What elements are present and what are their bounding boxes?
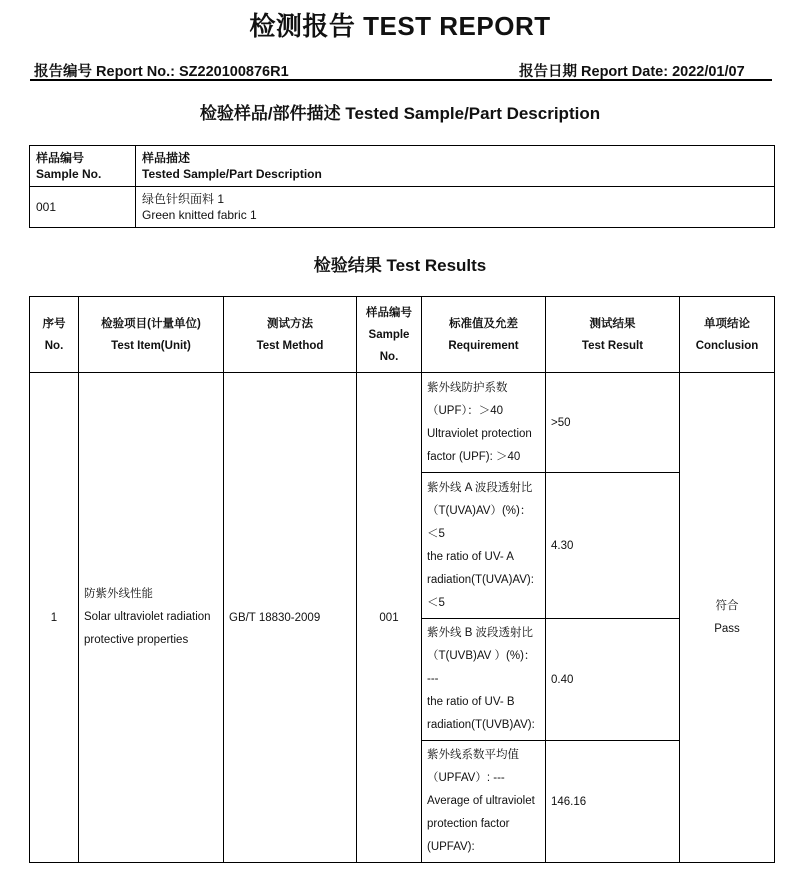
req-line: ＜5 — [427, 527, 445, 540]
sample-section-title: 检验样品/部件描述 Tested Sample/Part Description — [199, 104, 601, 123]
report-number: 报告编号 Report No.: SZ220100876R1 — [34, 64, 289, 80]
sample-header-en1: Sample — [368, 328, 410, 341]
desc-en: Green knitted fabric 1 — [142, 208, 257, 222]
results-table-header — [30, 297, 775, 373]
item-header-cn: 检验项目(计量单位) — [101, 317, 201, 330]
requirement-cell — [422, 619, 546, 741]
req-line: --- — [427, 673, 439, 685]
conclusion-en: Pass — [714, 622, 740, 635]
sample-header-en2: No. — [379, 350, 399, 363]
conclusion-header — [680, 297, 775, 373]
req-line: (UPFAV): — [427, 841, 475, 853]
report-date: 报告日期 Report Date: 2022/01/07 — [519, 64, 745, 80]
results-row — [30, 373, 775, 473]
sample-table-header — [30, 146, 775, 187]
req-line: Ultraviolet protection — [427, 427, 532, 440]
item-cn: 防紫外线性能 — [84, 588, 153, 600]
desc-header-en: Tested Sample/Part Description — [142, 167, 322, 181]
req-line: 紫外线 A 波段透射比 — [427, 481, 533, 494]
results-section-title: 检验结果 Test Results — [313, 256, 487, 275]
method-header-cn: 测试方法 — [267, 317, 313, 330]
result-cell: 0.40 — [546, 619, 680, 741]
req-line: 紫外线防护系数 — [427, 381, 508, 394]
header-divider — [30, 79, 772, 81]
requirement-cell — [422, 473, 546, 619]
method-header-en: Test Method — [256, 339, 324, 352]
item-cell — [79, 373, 224, 863]
req-line: the ratio of UV- B — [427, 696, 515, 708]
sample-header-cn: 样品编号 — [366, 306, 412, 319]
sample-table-row — [30, 187, 775, 228]
conclusion-cn: 符合 — [715, 599, 739, 612]
req-line: protection factor — [427, 818, 510, 830]
req-line: （UPF）：＞40 — [427, 404, 504, 417]
result-header — [546, 297, 680, 373]
req-line: factor (UPF): ＞40 — [427, 450, 521, 463]
desc-cn: 绿色针织面料 1 — [142, 192, 225, 206]
result-cell: >50 — [546, 373, 680, 473]
req-header-en: Requirement — [448, 339, 519, 352]
req-line: （T(UVB)AV ）(%)： — [427, 650, 536, 662]
req-line: radiation(T(UVB)AV): — [427, 719, 535, 731]
seq-header — [30, 297, 79, 373]
sample-no-header-cn: 样品编号 — [36, 151, 85, 165]
req-line: Average of ultraviolet — [427, 795, 535, 807]
item-header — [79, 297, 224, 373]
sample-table — [29, 145, 775, 228]
method-cell: GB/T 18830-2009 — [224, 373, 357, 863]
sample-no-cell: 001 — [30, 187, 136, 228]
conclusion-header-cn: 单项结论 — [704, 317, 750, 330]
sample-no-result-cell: 001 — [357, 373, 422, 863]
report-title: 检测报告 TEST REPORT — [249, 11, 551, 41]
sample-no-header — [30, 146, 136, 187]
req-header — [422, 297, 546, 373]
item-en1: Solar ultraviolet radiation — [84, 611, 211, 623]
sample-no-header-en: Sample No. — [36, 167, 102, 181]
requirement-cell — [422, 741, 546, 863]
req-line: the ratio of UV- A — [427, 550, 514, 563]
req-line: ＜5 — [427, 596, 445, 609]
result-cell: 146.16 — [546, 741, 680, 863]
req-line: radiation(T(UVA)AV): — [427, 573, 534, 586]
conclusion-header-en: Conclusion — [695, 339, 759, 352]
conclusion-cell — [680, 373, 775, 863]
item-en2: protective properties — [84, 634, 189, 646]
desc-header — [136, 146, 775, 187]
result-header-cn: 测试结果 — [589, 317, 636, 330]
requirement-cell — [422, 373, 546, 473]
seq-header-en: No. — [44, 339, 64, 352]
seq-header-cn: 序号 — [42, 317, 66, 330]
desc-header-cn: 样品描述 — [142, 151, 191, 165]
result-cell: 4.30 — [546, 473, 680, 619]
sample-header — [357, 297, 422, 373]
seq-cell: 1 — [30, 373, 79, 863]
req-header-cn: 标准值及允差 — [449, 317, 518, 330]
method-header — [224, 297, 357, 373]
results-table — [29, 296, 775, 863]
result-header-en: Test Result — [581, 339, 644, 352]
req-line: （T(UVA)AV）(%)： — [427, 504, 532, 517]
req-line: （UPFAV）: --- — [427, 772, 505, 784]
desc-cell — [136, 187, 775, 228]
req-line: 紫外线系数平均值 — [427, 749, 519, 761]
item-header-en: Test Item(Unit) — [111, 339, 191, 352]
req-line: 紫外线 B 波段透射比 — [427, 627, 534, 639]
